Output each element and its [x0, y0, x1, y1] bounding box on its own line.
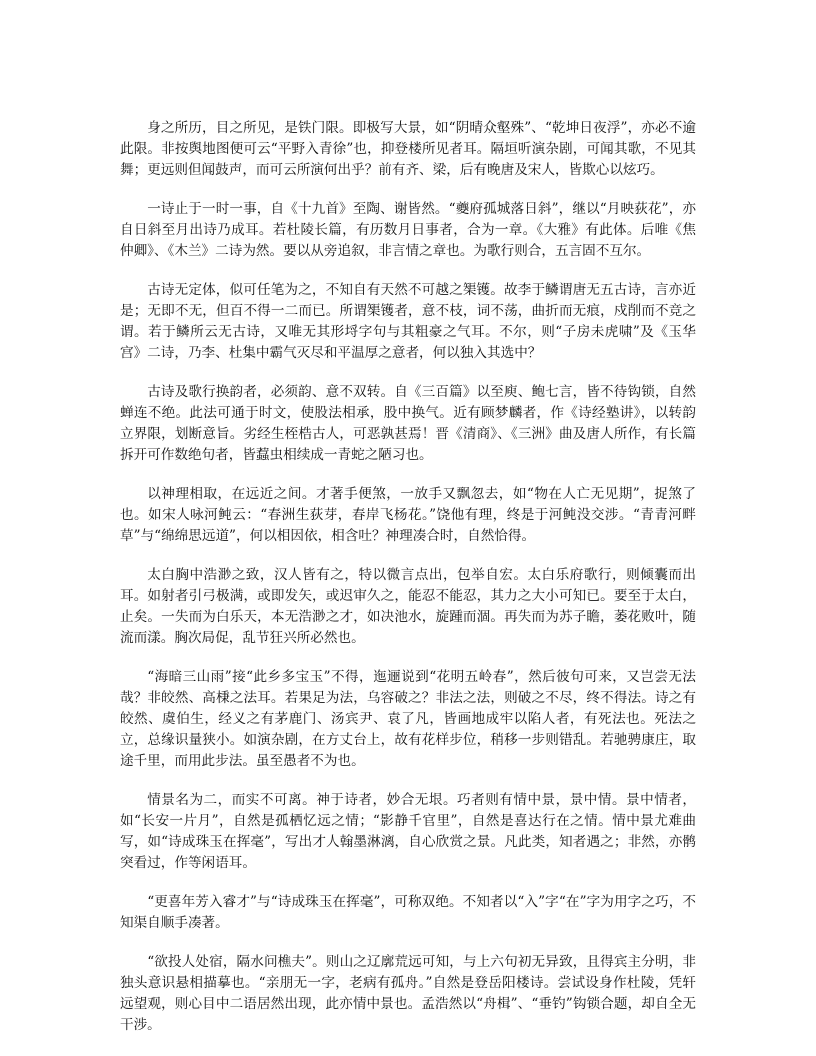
document-body	[120, 118, 696, 1054]
paragraph-4: 古诗及歌行换韵者，必须韵、意不双转。自《三百篇》以至庾、鲍七言，皆不待钩锁，自然蝉连不绝。此法可通于时文，使股法相承，股中换气。近有顾梦麟者，作《诗经塾讲》，以转韵立界限，划断意旨。劣经生桎梏古人，可恶孰甚焉！晋《清商》、《三洲》曲及唐人所作，有长篇拆开可作数绝句者，皆蠚虫相续成一青蛇之陋习也。	[120, 384, 696, 463]
paragraph-9: “更喜年芳入睿才”与“诗成珠玉在挥毫”，可称双绝。不知者以“入”字“在”字为用字之巧，不知渠自顺手凑著。	[120, 894, 696, 931]
paragraph-8: 情景名为二，而实不可离。神于诗者，妙合无垠。巧者则有情中景，景中情。景中情者，如“长安一片月”，自然是孤栖忆远之情；“影静千官里”，自然是喜达行在之情。情中景尤难曲写，如“诗成珠玉在挥毫”，写出才人翰墨淋漓，自心欣赏之景。凡此类，知者遇之；非然，亦鹘突看过，作等闲语耳。	[120, 792, 696, 871]
paragraph-1: 身之所历，目之所见，是铁门限。即极写大景，如“阴晴众壑殊”、“乾坤日夜浮”，亦必不逾此限。非按舆地图便可云“平野入青徐”也，抑登楼所见者耳。隔垣听演杂剧，可闻其歌，不见其舞；更远则但闻鼓声，而可云所演何出乎？前有齐、梁，后有晚唐及宋人，皆欺心以炫巧。	[120, 120, 696, 178]
paragraph-2: 一诗止于一时一事，自《十九首》至陶、谢皆然。“夔府孤城落日斜”，继以“月映荻花”，亦自日斜至月出诗乃成耳。若杜陵长篇，有历数月日事者，合为一章。《大雅》有此体。后唯《焦仲卿》、《木兰》二诗为然。要以从旁追叙，非言情之章也。为歌行则合，五言固不互尔。	[120, 201, 696, 259]
paragraph-10: “欲投人处宿，隔水问樵夫”。则山之辽廓荒远可知，与上六句初无异致，且得宾主分明，非独头意识悬相描摹也。“亲朋无一字，老病有孤舟。”自然是登岳阳楼诗。尝试设身作杜陵，凭轩远望观，则心目中二语居然出现，此亦情中景也。孟浩然以“舟楫”、“垂钓”钩锁合题，却自全无干涉。	[120, 954, 696, 1033]
paragraph-5: 以神理相取，在远近之间。才著手便煞，一放手又飘忽去，如“物在人亡无见期”，捉煞了也。如宋人咏河鲀云：“春洲生荻芽，春岸飞杨花。”饶他有理，终是于河鲀没交涉。“青青河畔草”与“绵绵思远道”，何以相因依，相含吐？神理凑合时，自然恰得。	[120, 486, 696, 544]
paragraph-6: 太白胸中浩渺之致，汉人皆有之，特以微言点出，包举自宏。太白乐府歌行，则倾囊而出耳。如射者引弓极满，或即发矢，或迟审久之，能忍不能忍，其力之大小可知已。要至于太白，止矣。一失而为白乐天，本无浩渺之才，如决池水，旋踵而涸。再失而为苏子瞻，萎花败叶，随流而漾。胸次局促，乱节狂兴所必然也。	[120, 567, 696, 646]
paragraph-3: 古诗无定体，似可任笔为之，不知自有天然不可越之榘镬。故李于鳞谓唐无五古诗，言亦近是；无即不无，但百不得一二而已。所谓榘镬者，意不枝，词不荡，曲折而无痕，戍削而不竞之谓。若于鳞所云无古诗，又唯无其形埒字句与其粗豪之气耳。不尔，则“子房未虎啸”及《玉华宫》二诗，乃李、杜集中霸气灭尽和平温厚之意者，何以独入其选中？	[120, 282, 696, 361]
paragraph-7: “海暗三山雨”接“此乡多宝玉”不得，迤逦说到“花明五岭春”，然后彼句可来，又岂尝无法哉？非皎然、高棅之法耳。若果足为法，乌容破之？非法之法，则破之不尽，终不得法。诗之有皎然、虞伯生，经义之有茅鹿门、汤宾尹、袁了凡，皆画地成牢以陷人者，有死法也。死法之立，总缘识量狭小。如演杂剧，在方丈台上，故有花样步位，稍移一步则错乱。若驰骋康庄，取途千里，而用此步法。虽至愚者不为也。	[120, 669, 696, 769]
